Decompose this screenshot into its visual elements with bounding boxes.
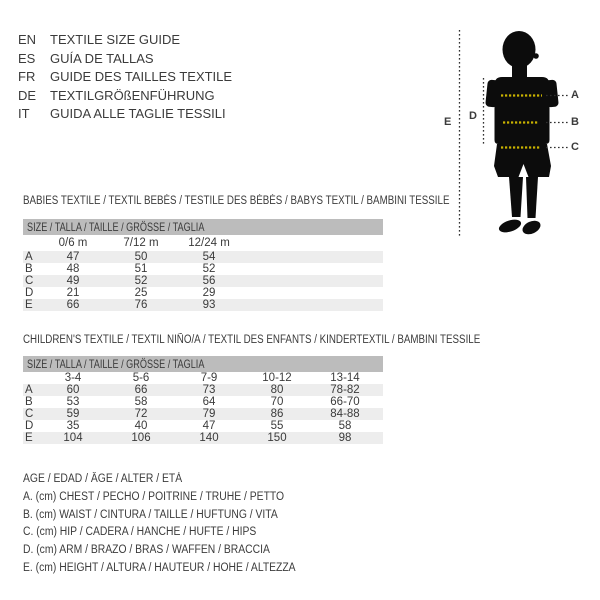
size-value-cell: 59 bbox=[66, 408, 80, 420]
row-label: A bbox=[25, 384, 33, 396]
table-row bbox=[23, 420, 383, 432]
table-row bbox=[23, 287, 383, 299]
children-size-header-bar bbox=[23, 356, 383, 372]
column-header: 13-14 bbox=[330, 372, 360, 384]
measure-label-a: A bbox=[571, 89, 579, 101]
column-header: 12/24 m bbox=[188, 237, 230, 249]
row-label: B bbox=[25, 263, 33, 275]
guide-title: TEXTILE SIZE GUIDE bbox=[50, 32, 181, 47]
measure-label-b: B bbox=[571, 116, 579, 128]
size-value-cell: 64 bbox=[202, 396, 216, 408]
language-row-es bbox=[18, 50, 232, 69]
row-label: E bbox=[25, 432, 33, 444]
size-value-cell: 54 bbox=[202, 251, 216, 263]
size-value-cell: 66-70 bbox=[330, 396, 360, 408]
language-row-en bbox=[18, 31, 232, 50]
size-value-cell: 50 bbox=[134, 251, 148, 263]
row-label: B bbox=[25, 396, 33, 408]
measure-label-e: E bbox=[444, 116, 452, 128]
size-value-cell: 66 bbox=[66, 299, 80, 311]
measure-label-d: D bbox=[469, 110, 477, 122]
table-row bbox=[23, 275, 383, 287]
legend-line-age bbox=[23, 471, 326, 489]
size-value-cell: 21 bbox=[66, 287, 80, 299]
column-header: 5-6 bbox=[132, 372, 150, 384]
babies-size-header-text: SIZE / TALLA / TAILLE / GRÖSSE / TAGLIA bbox=[27, 220, 205, 234]
size-value-cell: 48 bbox=[66, 263, 80, 275]
size-value-cell: 58 bbox=[338, 420, 352, 432]
babies-size-header-bar bbox=[23, 219, 383, 235]
table-row bbox=[23, 408, 383, 420]
row-label: C bbox=[25, 408, 34, 420]
legend-text: AGE / EDAD / ÂGE / ALTER / ETÀ bbox=[23, 473, 183, 485]
size-value-cell: 52 bbox=[202, 263, 216, 275]
measurement-legend bbox=[23, 471, 326, 578]
legend-text: D. (cm) ARM / BRAZO / BRAS / WAFFEN / BRACCIA bbox=[23, 544, 270, 557]
column-header: 0/6 m bbox=[58, 237, 88, 249]
language-code: EN bbox=[18, 32, 37, 47]
size-value-cell: 140 bbox=[199, 432, 219, 444]
size-value-cell: 60 bbox=[66, 384, 80, 396]
size-value-cell: 47 bbox=[202, 420, 216, 432]
children-size-table bbox=[23, 356, 383, 444]
row-label: D bbox=[25, 287, 34, 299]
table-row bbox=[23, 432, 383, 444]
language-header bbox=[18, 31, 232, 124]
language-code: DE bbox=[18, 87, 37, 103]
size-value-cell: 80 bbox=[270, 384, 284, 396]
size-value-cell: 56 bbox=[202, 275, 216, 287]
legend-line-chest bbox=[23, 489, 326, 507]
legend-text: E. (cm) HEIGHT / ALTURA / HAUTEUR / HÖHE / ALTEZZA bbox=[23, 561, 296, 574]
language-row-de bbox=[18, 87, 232, 106]
language-row-fr bbox=[18, 68, 232, 87]
size-value-cell: 40 bbox=[134, 420, 148, 432]
table-row bbox=[23, 396, 383, 408]
size-value-cell: 51 bbox=[134, 263, 148, 275]
size-value-cell: 104 bbox=[63, 432, 83, 444]
size-value-cell: 78-82 bbox=[330, 384, 360, 396]
legend-line-waist bbox=[23, 507, 326, 525]
row-label: C bbox=[25, 275, 34, 287]
row-label: A bbox=[25, 251, 33, 263]
legend-text: A. (cm) CHEST / PECHO / POITRINE / TRUHE / PETTO bbox=[23, 490, 285, 503]
size-value-cell: 52 bbox=[134, 275, 148, 287]
guide-title: GUIDE DES TAILLES TEXTILE bbox=[50, 69, 233, 85]
column-header: 3-4 bbox=[64, 372, 82, 384]
measure-label-c: C bbox=[571, 141, 579, 153]
babies-size-table bbox=[23, 219, 383, 311]
language-code: FR bbox=[18, 69, 36, 85]
guide-title: TEXTILGRÖßENFÜHRUNG bbox=[50, 87, 215, 103]
table-row bbox=[23, 251, 383, 263]
guide-title: GUÍA DE TALLAS bbox=[50, 50, 154, 66]
column-header: 7-9 bbox=[200, 372, 218, 384]
size-value-cell: 73 bbox=[202, 384, 216, 396]
legend-text: B. (cm) WAIST / CINTURA / TAILLE / HÜFTUNG / VITA bbox=[23, 508, 278, 521]
size-value-cell: 98 bbox=[338, 432, 352, 444]
legend-line-hip bbox=[23, 524, 326, 542]
language-code: IT bbox=[18, 106, 30, 122]
size-value-cell: 66 bbox=[134, 384, 148, 396]
guide-title: GUIDA ALLE TAGLIE TESSILI bbox=[50, 106, 226, 122]
size-value-cell: 49 bbox=[66, 275, 80, 287]
row-label: E bbox=[25, 299, 33, 311]
size-value-cell: 47 bbox=[66, 251, 80, 263]
size-value-cell: 84-88 bbox=[330, 408, 360, 420]
size-value-cell: 29 bbox=[202, 287, 216, 299]
size-value-cell: 150 bbox=[267, 432, 287, 444]
legend-line-height bbox=[23, 560, 326, 578]
size-value-cell: 86 bbox=[270, 408, 284, 420]
column-header: 10-12 bbox=[262, 372, 292, 384]
babies-column-header-row bbox=[23, 235, 383, 251]
size-value-cell: 70 bbox=[270, 396, 284, 408]
legend-line-arm bbox=[23, 542, 326, 560]
size-value-cell: 76 bbox=[134, 299, 148, 311]
children-section-title bbox=[23, 334, 561, 347]
language-code: ES bbox=[18, 50, 36, 66]
table-row bbox=[23, 384, 383, 396]
children-size-header-text: SIZE / TALLA / TAILLE / GRÖSSE / TAGLIA bbox=[27, 357, 205, 371]
children-column-header-row bbox=[23, 372, 383, 384]
babies-section-title-text: BABIES TEXTILE / TEXTIL BEBÉS / TESTILE DES BÉBÉS / BABYS TEXTIL / BAMBINI TESSILE bbox=[23, 195, 450, 207]
size-value-cell: 55 bbox=[270, 420, 284, 432]
babies-section-title bbox=[23, 195, 525, 208]
table-row bbox=[23, 299, 383, 311]
row-label: D bbox=[25, 420, 34, 432]
children-section-title-text: CHILDREN'S TEXTILE / TEXTIL NIÑO/A / TEXTIL DES ENFANTS / KINDERTEXTIL / BAMBINI TESSILE bbox=[23, 334, 481, 346]
legend-text: C. (cm) HIP / CADERA / HANCHE / HÜFTE / HIPS bbox=[23, 526, 257, 539]
size-value-cell: 79 bbox=[202, 408, 216, 420]
table-row bbox=[23, 263, 383, 275]
size-value-cell: 35 bbox=[66, 420, 80, 432]
size-value-cell: 58 bbox=[134, 396, 148, 408]
size-value-cell: 25 bbox=[134, 287, 148, 299]
size-value-cell: 93 bbox=[202, 299, 216, 311]
column-header: 7/12 m bbox=[123, 237, 159, 249]
language-row-it bbox=[18, 105, 232, 124]
size-value-cell: 106 bbox=[131, 432, 151, 444]
size-value-cell: 53 bbox=[66, 396, 80, 408]
size-value-cell: 72 bbox=[134, 408, 148, 420]
